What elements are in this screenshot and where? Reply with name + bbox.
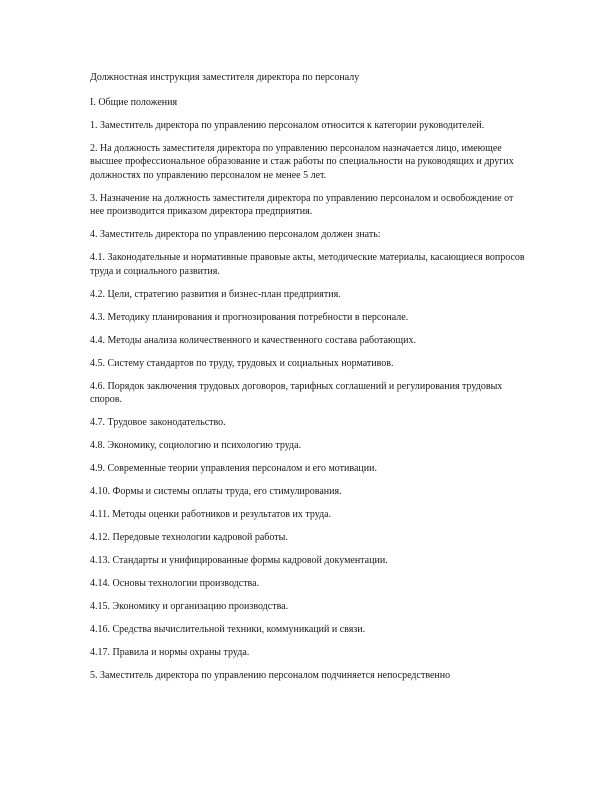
paragraph-4-5: 4.5. Систему стандартов по труду, трудовых и социальных нормативов. [90, 357, 394, 369]
paragraph-4: 4. Заместитель директора по управлению персоналом должен знать: [90, 229, 381, 240]
paragraph-4-15: 4.15. Экономику и организацию производства. [90, 601, 289, 612]
paragraph-4-1: 4.1. Законодательные и нормативные правовые акты, методические материалы, касающиеся вопросов труда и социального развития. [90, 252, 525, 277]
paragraph-1: 1. Заместитель директора по управлению персоналом относится к категории руководителей. [90, 119, 485, 131]
paragraph-4-7: 4.7. Трудовое законодательство. [90, 417, 226, 428]
paragraph-4-12: 4.12. Передовые технологии кадровой работы. [90, 532, 288, 543]
paragraph-4-13: 4.13. Стандарты и унифицированные формы кадровой документации. [90, 555, 388, 566]
paragraph-4-11: 4.11. Методы оценки работников и результатов их труда. [90, 509, 332, 520]
document-body [90, 71, 530, 692]
paragraph-5: 5. Заместитель директора по управлению персоналом подчиняется непосредственно [90, 670, 451, 681]
section-heading: I. Общие положения [90, 96, 178, 108]
paragraph-4-17: 4.17. Правила и нормы охраны труда. [90, 647, 250, 658]
paragraph-4-6: 4.6. Порядок заключения трудовых договоров, тарифных соглашений и регулирования трудовых споров. [90, 380, 503, 405]
paragraph-4-9: 4.9. Современные теории управления персоналом и его мотивации. [90, 463, 377, 474]
paragraph-2: 2. На должность заместителя директора по управлению персоналом назначается лицо, имеющее высшее профессиональное образование и стаж работы по специальности на руководящих и других должностях по управлению персоналом не менее 5 лет. [90, 142, 514, 181]
paragraph-4-8: 4.8. Экономику, социологию и психологию труда. [90, 440, 302, 451]
paragraph-4-14: 4.14. Основы технологии производства. [90, 578, 260, 589]
paragraph-4-2: 4.2. Цели, стратегию развития и бизнес-план предприятия. [90, 288, 341, 300]
paragraph-4-10: 4.10. Формы и системы оплаты труда, его стимулирования. [90, 486, 342, 497]
paragraph-4-4: 4.4. Методы анализа количественного и качественного состава работающих. [90, 334, 416, 346]
document-title: Должностная инструкция заместителя директора по персоналу [90, 72, 360, 83]
paragraph-4-3: 4.3. Методику планирования и прогнозирования потребности в персонале. [90, 311, 409, 323]
paragraph-4-16: 4.16. Средства вычислительной техники, коммуникаций и связи. [90, 624, 366, 635]
paragraph-3: 3. Назначение на должность заместителя директора по управлению персоналом и освобождение от нее производится приказом директора предприятия. [90, 192, 514, 217]
